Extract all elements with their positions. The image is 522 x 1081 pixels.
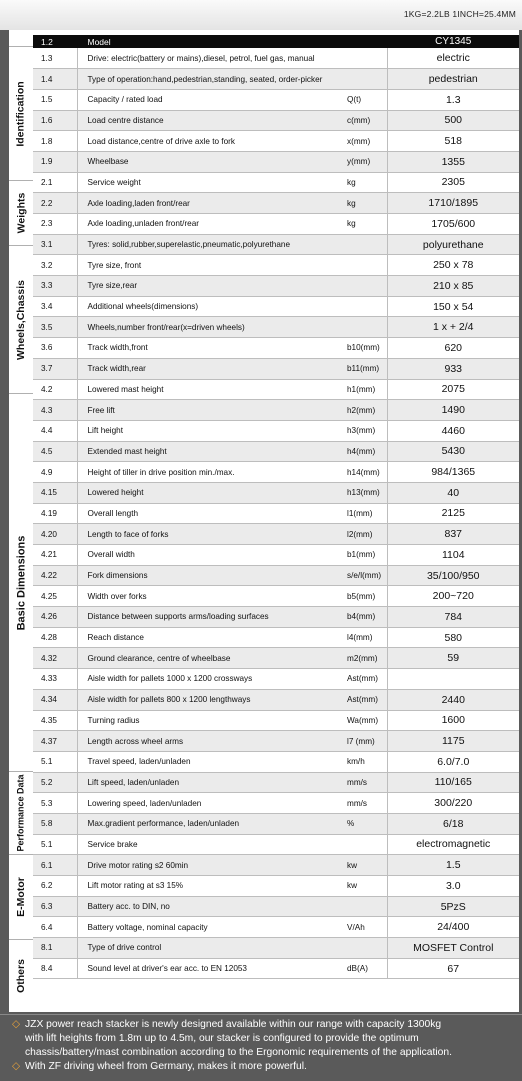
spec-no: 6.3: [33, 896, 77, 917]
spec-unit: l7 (mm): [347, 731, 387, 752]
note-1: ◇ JZX power reach stacker is newly designed available within our range with capacity 1300kg: [12, 1019, 442, 1030]
spec-unit: b5(mm): [347, 586, 387, 607]
spec-no: 3.5: [33, 317, 77, 338]
spec-unit: b10(mm): [347, 338, 387, 359]
spec-row: [33, 131, 519, 152]
spec-value: 24/400: [387, 917, 519, 938]
spec-unit: Q(t): [347, 89, 387, 110]
note-1-line-2: with lift heights from 1.8m up to 4.5m, our stacker is configured to provide the optimum: [25, 1033, 419, 1044]
spec-unit: h13(mm): [347, 482, 387, 503]
spec-value: 5430: [387, 441, 519, 462]
spec-sheet: [9, 30, 519, 1012]
spec-no: 5.3: [33, 793, 77, 814]
spec-no: 1.4: [33, 69, 77, 90]
spec-unit: l4(mm): [347, 627, 387, 648]
spec-row: [33, 607, 519, 628]
spec-row: [33, 731, 519, 752]
top-bar: [0, 0, 522, 30]
spec-desc: Ground clearance, centre of wheelbase: [77, 648, 347, 669]
spec-row: [33, 917, 519, 938]
spec-unit: V/Ah: [347, 917, 387, 938]
spec-no: 5.2: [33, 772, 77, 793]
spec-row: [33, 358, 519, 379]
spec-desc: Aisle width for pallets 1000 x 1200 crossways: [77, 669, 347, 690]
spec-value: 2125: [387, 503, 519, 524]
spec-unit: h1(mm): [347, 379, 387, 400]
spec-desc: Extended mast height: [77, 441, 347, 462]
spec-no: 2.2: [33, 193, 77, 214]
spec-desc: Tyres: solid,rubber,superelastic,pneumatic,polyurethane: [77, 234, 347, 255]
footer-divider: [0, 1014, 522, 1015]
spec-no: 3.2: [33, 255, 77, 276]
spec-no: 4.26: [33, 607, 77, 628]
spec-value: 837: [387, 524, 519, 545]
spec-no: 4.5: [33, 441, 77, 462]
spec-unit: Ast(mm): [347, 689, 387, 710]
spec-unit: kg: [347, 172, 387, 193]
section-e-motor: E-Motor: [9, 854, 33, 939]
spec-row: [33, 296, 519, 317]
spec-no: 2.1: [33, 172, 77, 193]
spec-row: [33, 793, 519, 814]
spec-unit: mm/s: [347, 772, 387, 793]
section-labels: [9, 30, 33, 1012]
spec-desc: Turning radius: [77, 710, 347, 731]
spec-desc: Travel speed, laden/unladen: [77, 751, 347, 772]
spec-unit: b1(mm): [347, 545, 387, 566]
spec-no: 6.1: [33, 855, 77, 876]
spec-desc: Overall width: [77, 545, 347, 566]
spec-no: 4.33: [33, 669, 77, 690]
spec-no: 1.9: [33, 151, 77, 172]
spec-row: [33, 400, 519, 421]
spec-value: 1490: [387, 400, 519, 421]
spec-value: 2305: [387, 172, 519, 193]
spec-unit: [347, 317, 387, 338]
spec-row: [33, 172, 519, 193]
spec-unit: l1(mm): [347, 503, 387, 524]
spec-value: 784: [387, 607, 519, 628]
spec-unit: m2(mm): [347, 648, 387, 669]
spec-no: 4.22: [33, 565, 77, 586]
spec-desc: Drive: electric(battery or mains),diesel, petrol, fuel gas, manual: [77, 48, 347, 69]
spec-unit: x(mm): [347, 131, 387, 152]
spec-desc: Axle loading,unladen front/rear: [77, 214, 347, 235]
spec-desc: Track width,rear: [77, 358, 347, 379]
spec-desc: Load centre distance: [77, 110, 347, 131]
spec-no: 4.2: [33, 379, 77, 400]
spec-unit: b11(mm): [347, 358, 387, 379]
spec-value: 210 x 85: [387, 276, 519, 297]
spec-value: 6/18: [387, 813, 519, 834]
spec-value: 2440: [387, 689, 519, 710]
spec-desc: Width over forks: [77, 586, 347, 607]
spec-no: 4.20: [33, 524, 77, 545]
spec-value: 1705/600: [387, 214, 519, 235]
spec-unit: [347, 896, 387, 917]
spec-unit: %: [347, 813, 387, 834]
spec-value: 1175: [387, 731, 519, 752]
spec-row: [33, 441, 519, 462]
spec-value: polyurethane: [387, 234, 519, 255]
spec-unit: s/e/l(mm): [347, 565, 387, 586]
spec-row: [33, 69, 519, 90]
spec-desc: Lowered mast height: [77, 379, 347, 400]
spec-desc: Free lift: [77, 400, 347, 421]
spec-unit: y(mm): [347, 151, 387, 172]
spec-desc: Drive motor rating s2 60min: [77, 855, 347, 876]
spec-value: 6.0/7.0: [387, 751, 519, 772]
spec-desc: Wheelbase: [77, 151, 347, 172]
spec-row: [33, 710, 519, 731]
spec-desc: Sound level at driver's ear acc. to EN 12053: [77, 958, 347, 979]
spec-row: [33, 565, 519, 586]
spec-value: [387, 669, 519, 690]
spec-value: 5PzS: [387, 896, 519, 917]
header-row: [33, 35, 519, 48]
spec-unit: dB(A): [347, 958, 387, 979]
spec-row: [33, 896, 519, 917]
spec-no: 3.3: [33, 276, 77, 297]
spec-unit: c(mm): [347, 110, 387, 131]
spec-row: [33, 627, 519, 648]
spec-no: 4.3: [33, 400, 77, 421]
spec-desc: Load distance,centre of drive axle to fork: [77, 131, 347, 152]
spec-unit: Wa(mm): [347, 710, 387, 731]
spec-no: 1.5: [33, 89, 77, 110]
spec-row: [33, 938, 519, 959]
spec-desc: Lift speed, laden/unladen: [77, 772, 347, 793]
spec-desc: Type of drive control: [77, 938, 347, 959]
spec-row: [33, 379, 519, 400]
spec-row: [33, 89, 519, 110]
spec-row: [33, 958, 519, 979]
spec-unit: [347, 296, 387, 317]
header-no: 1.2: [33, 35, 77, 48]
spec-desc: Reach distance: [77, 627, 347, 648]
spec-value: 59: [387, 648, 519, 669]
spec-row: [33, 462, 519, 483]
spec-row: [33, 420, 519, 441]
spec-no: 4.37: [33, 731, 77, 752]
spec-row: [33, 255, 519, 276]
spec-desc: Capacity / rated load: [77, 89, 347, 110]
spec-desc: Type of operation:hand,pedestrian,standing, seated, order-picker: [77, 69, 347, 90]
spec-desc: Track width,front: [77, 338, 347, 359]
spec-no: 4.9: [33, 462, 77, 483]
spec-unit: Ast(mm): [347, 669, 387, 690]
spec-row: [33, 524, 519, 545]
spec-unit: [347, 834, 387, 855]
spec-no: 4.34: [33, 689, 77, 710]
header-unit: [347, 35, 387, 48]
spec-no: 1.8: [33, 131, 77, 152]
spec-row: [33, 751, 519, 772]
spec-desc: Additional wheels(dimensions): [77, 296, 347, 317]
spec-no: 4.28: [33, 627, 77, 648]
spec-unit: kw: [347, 876, 387, 897]
spec-row: [33, 214, 519, 235]
spec-no: 2.3: [33, 214, 77, 235]
spec-no: 5.1: [33, 834, 77, 855]
spec-row: [33, 834, 519, 855]
header-model: CY1345: [387, 35, 519, 48]
spec-no: 1.6: [33, 110, 77, 131]
footer-notes: [12, 1018, 512, 1074]
spec-no: 4.25: [33, 586, 77, 607]
spec-no: 1.3: [33, 48, 77, 69]
section-weights: Weights: [9, 180, 33, 245]
spec-value: 2075: [387, 379, 519, 400]
spec-value: 3.0: [387, 876, 519, 897]
spec-row: [33, 669, 519, 690]
spec-unit: [347, 234, 387, 255]
spec-desc: Length across wheel arms: [77, 731, 347, 752]
spec-desc: Axle loading,laden front/rear: [77, 193, 347, 214]
diamond-bullet-icon: ◇: [12, 1061, 20, 1072]
spec-row: [33, 193, 519, 214]
spec-value: 40: [387, 482, 519, 503]
spec-unit: h14(mm): [347, 462, 387, 483]
spec-value: 1355: [387, 151, 519, 172]
spec-value: 1 x + 2/4: [387, 317, 519, 338]
spec-no: 3.7: [33, 358, 77, 379]
spec-row: [33, 772, 519, 793]
spec-row: [33, 813, 519, 834]
spec-desc: Distance between supports arms/loading surfaces: [77, 607, 347, 628]
spec-unit: l2(mm): [347, 524, 387, 545]
spec-no: 4.4: [33, 420, 77, 441]
diamond-bullet-icon: ◇: [12, 1019, 20, 1030]
spec-no: 4.21: [33, 545, 77, 566]
spec-desc: Battery acc. to DIN, no: [77, 896, 347, 917]
spec-unit: [347, 69, 387, 90]
spec-value: 1104: [387, 545, 519, 566]
spec-value: 933: [387, 358, 519, 379]
spec-desc: Aisle width for pallets 800 x 1200 lengthways: [77, 689, 347, 710]
spec-value: 620: [387, 338, 519, 359]
spec-no: 5.1: [33, 751, 77, 772]
spec-unit: h4(mm): [347, 441, 387, 462]
spec-table: [33, 35, 519, 979]
spec-no: 4.19: [33, 503, 77, 524]
spec-no: 3.1: [33, 234, 77, 255]
spec-desc: Service brake: [77, 834, 347, 855]
spec-row: [33, 503, 519, 524]
spec-row: [33, 876, 519, 897]
spec-desc: Length to face of forks: [77, 524, 347, 545]
spec-no: 6.4: [33, 917, 77, 938]
spec-unit: kw: [347, 855, 387, 876]
spec-value: 4460: [387, 420, 519, 441]
spec-value: 110/165: [387, 772, 519, 793]
spec-unit: b4(mm): [347, 607, 387, 628]
spec-desc: Height of tiller in drive position min./max.: [77, 462, 347, 483]
spec-desc: Lowered height: [77, 482, 347, 503]
spec-row: [33, 234, 519, 255]
spec-unit: h2(mm): [347, 400, 387, 421]
spec-value: electric: [387, 48, 519, 69]
spec-row: [33, 482, 519, 503]
spec-unit: [347, 276, 387, 297]
note-1-line-3: chassis/battery/mast combination according to the Ergonomic requirements of the application.: [25, 1047, 452, 1058]
unit-conversion: 1KG=2.2LB 1INCH=25.4MM: [403, 9, 516, 19]
spec-unit: h3(mm): [347, 420, 387, 441]
spec-value: 300/220: [387, 793, 519, 814]
header-desc: Model: [87, 36, 111, 47]
spec-no: 4.35: [33, 710, 77, 731]
spec-value: electromagnetic: [387, 834, 519, 855]
spec-desc: Tyre size,rear: [77, 276, 347, 297]
spec-desc: Overall length: [77, 503, 347, 524]
spec-value: 1600: [387, 710, 519, 731]
spec-value: 518: [387, 131, 519, 152]
spec-row: [33, 317, 519, 338]
spec-unit: kg: [347, 193, 387, 214]
spec-row: [33, 48, 519, 69]
spec-no: 6.2: [33, 876, 77, 897]
spec-row: [33, 151, 519, 172]
spec-value: 500: [387, 110, 519, 131]
note-2: ◇ With ZF driving wheel from Germany, makes it more powerful.: [12, 1061, 307, 1072]
spec-unit: [347, 938, 387, 959]
spec-value: 984/1365: [387, 462, 519, 483]
spec-unit: [347, 255, 387, 276]
spec-unit: kg: [347, 214, 387, 235]
spec-value: 200~720: [387, 586, 519, 607]
section-others: Others: [9, 939, 33, 1012]
spec-value: 1710/1895: [387, 193, 519, 214]
spec-desc: Battery voltage, nominal capacity: [77, 917, 347, 938]
spec-unit: km/h: [347, 751, 387, 772]
spec-unit: mm/s: [347, 793, 387, 814]
spec-value: pedestrian: [387, 69, 519, 90]
spec-value: 150 x 54: [387, 296, 519, 317]
spec-unit: [347, 48, 387, 69]
spec-row: [33, 586, 519, 607]
spec-no: 3.6: [33, 338, 77, 359]
spec-desc: Lift height: [77, 420, 347, 441]
spec-row: [33, 648, 519, 669]
spec-desc: Lift motor rating at s3 15%: [77, 876, 347, 897]
spec-desc: Fork dimensions: [77, 565, 347, 586]
spec-no: 4.15: [33, 482, 77, 503]
spec-row: [33, 855, 519, 876]
spec-value: 1.3: [387, 89, 519, 110]
spec-row: [33, 338, 519, 359]
spec-desc: Tyre size, front: [77, 255, 347, 276]
section-performance-data: Performance Data: [9, 771, 33, 854]
section-identification: Identification: [9, 46, 33, 180]
spec-row: [33, 545, 519, 566]
spec-value: 1.5: [387, 855, 519, 876]
spec-no: 5.8: [33, 813, 77, 834]
spec-row: [33, 110, 519, 131]
spec-value: MOSFET Control: [387, 938, 519, 959]
spec-no: 8.4: [33, 958, 77, 979]
section-wheels-chassis: Wheels,Chassis: [9, 245, 33, 393]
spec-desc: Lowering speed, laden/unladen: [77, 793, 347, 814]
spec-row: [33, 276, 519, 297]
spec-value: 35/100/950: [387, 565, 519, 586]
spec-no: 4.32: [33, 648, 77, 669]
spec-value: 580: [387, 627, 519, 648]
spec-value: 250 x 78: [387, 255, 519, 276]
spec-desc: Service weight: [77, 172, 347, 193]
spec-no: 3.4: [33, 296, 77, 317]
section-basic-dimensions: Basic Dimensions: [9, 393, 33, 771]
spec-desc: Max.gradient performance, laden/unladen: [77, 813, 347, 834]
spec-desc: Wheels,number front/rear(x=driven wheels): [77, 317, 347, 338]
spec-no: 8.1: [33, 938, 77, 959]
spec-value: 67: [387, 958, 519, 979]
spec-row: [33, 689, 519, 710]
